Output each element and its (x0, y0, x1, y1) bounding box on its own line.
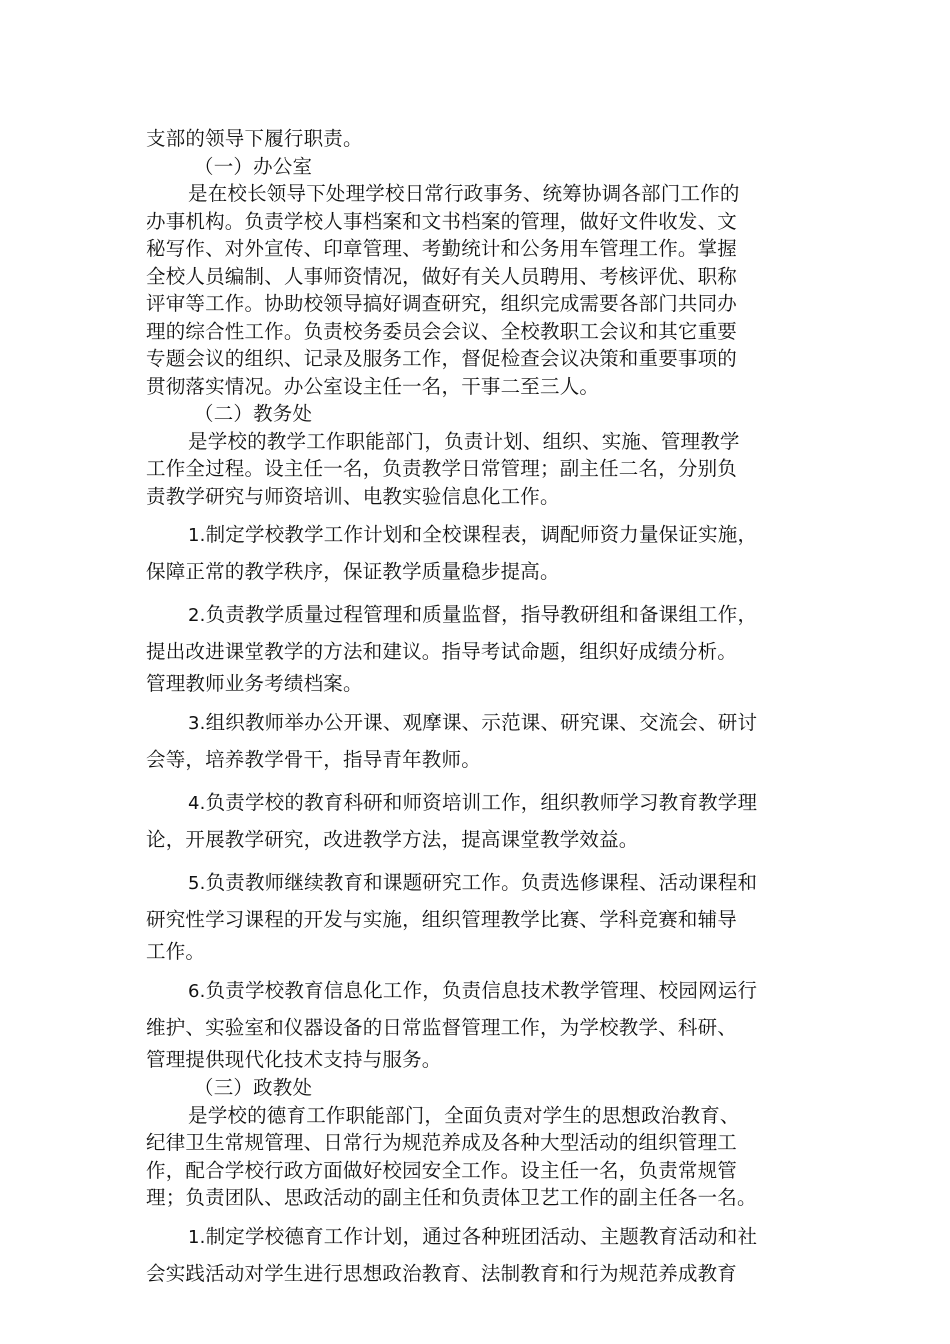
paragraph-line: 是在校长领导下处理学校日常行政事务、统筹协调各部门工作的 (188, 182, 740, 205)
list-item-text: 负责学校教育信息化工作，负责信息技术教学管理、校园网运行 (205, 979, 758, 1002)
paragraph-line: 支部的领导下履行职责。 (146, 127, 363, 150)
section-heading-office: （一）办公室 (194, 154, 313, 178)
paragraph-line: 纪律卫生常规管理、日常行为规范养成及各种大型活动的组织管理工 (146, 1131, 738, 1154)
paragraph-line: 维护、实验室和仪器设备的日常监督管理工作，为学校教学、科研、 (146, 1016, 738, 1039)
list-item-text: 负责学校的教育科研和师资培训工作，组织教师学习教育教学理 (205, 791, 758, 814)
list-item-number: 6. (188, 981, 206, 1002)
paragraph-line: 是学校的教学工作职能部门，负责计划、组织、实施、管理教学 (188, 429, 740, 453)
paragraph-line: 研究性学习课程的开发与实施，组织管理教学比赛、学科竞赛和辅导 (146, 908, 738, 931)
section-heading-academic-affairs: （二）教务处 (194, 402, 313, 425)
list-item-number: 1. (188, 525, 206, 546)
paragraph-line: 保障正常的教学秩序，保证教学质量稳步提高。 (146, 560, 560, 583)
paragraph-line: 作，配合学校行政方面做好校园安全工作。设主任一名，负责常规管 (146, 1158, 738, 1182)
paragraph-line: 全校人员编制、人事师资情况，做好有关人员聘用、考核评优、职称 (146, 264, 738, 288)
paragraph-line: 提出改进课堂教学的方法和建议。指导考试命题，组织好成绩分析。 (146, 640, 738, 663)
list-item (146, 516, 810, 553)
paragraph-line: 专题会议的组织、记录及服务工作，督促检查会议决策和重要事项的 (146, 347, 738, 370)
list-item (146, 972, 810, 1009)
paragraph-line: 会等，培养教学骨干，指导青年教师。 (146, 748, 481, 771)
paragraph-line: 工作全过程。设主任一名，负责教学日常管理；副主任二名，分别负 (146, 457, 738, 480)
list-item-number: 5. (188, 873, 206, 894)
list-item-text: 组织教师举办公开课、观摩课、示范课、研究课、交流会、研讨 (205, 711, 758, 734)
paragraph-line: 办事机构。负责学校人事档案和文书档案的管理，做好文件收发、文 (146, 209, 738, 233)
section-heading-moral-education: （三）政教处 (194, 1076, 313, 1099)
paragraph-line: 论，开展教学研究，改进教学方法，提高课堂教学效益。 (146, 828, 639, 851)
list-item (146, 1218, 810, 1255)
list-item (146, 704, 810, 741)
document-page (146, 125, 810, 1292)
paragraph-line: 理的综合性工作。负责校务委员会会议、全校教职工会议和其它重要 (146, 319, 738, 343)
paragraph-line: 会实践活动对学生进行思想政治教育、法制教育和行为规范养成教育 (146, 1261, 738, 1285)
list-item-text: 负责教学质量过程管理和质量监督，指导教研组和备课组工作， (205, 603, 758, 626)
paragraph-line: 评审等工作。协助校领导搞好调查研究，组织完成需要各部门共同办 (146, 292, 738, 315)
paragraph-line: 责教学研究与师资培训、电教实验信息化工作。 (146, 484, 560, 508)
list-item (146, 596, 810, 633)
list-item (146, 864, 810, 901)
paragraph-line: 秘写作、对外宣传、印章管理、考勤统计和公务用车管理工作。掌握 (146, 237, 738, 260)
list-item-number: 3. (188, 713, 206, 734)
list-item-text: 制定学校教学工作计划和全校课程表，调配师资力量保证实施， (205, 523, 758, 546)
list-item-number: 4. (188, 793, 206, 814)
paragraph-line: 贯彻落实情况。办公室设主任一名，干事二至三人。 (146, 374, 600, 398)
list-item-number: 2. (188, 605, 206, 626)
list-item-number: 1. (188, 1226, 206, 1248)
list-item-text: 负责教师继续教育和课题研究工作。负责选修课程、活动课程和 (205, 871, 758, 894)
paragraph-line: 是学校的德育工作职能部门，全面负责对学生的思想政治教育、 (188, 1103, 740, 1127)
paragraph-line: 理；负责团队、思政活动的副主任和负责体卫艺工作的副主任各一名。 (146, 1186, 757, 1209)
paragraph-line: 工作。 (146, 940, 206, 963)
paragraph-line: 管理教师业务考绩档案。 (146, 672, 363, 695)
paragraph-line: 管理提供现代化技术支持与服务。 (146, 1048, 442, 1071)
list-item (146, 784, 810, 821)
list-item-text: 制定学校德育工作计划，通过各种班团活动、主题教育活动和社 (205, 1224, 758, 1248)
